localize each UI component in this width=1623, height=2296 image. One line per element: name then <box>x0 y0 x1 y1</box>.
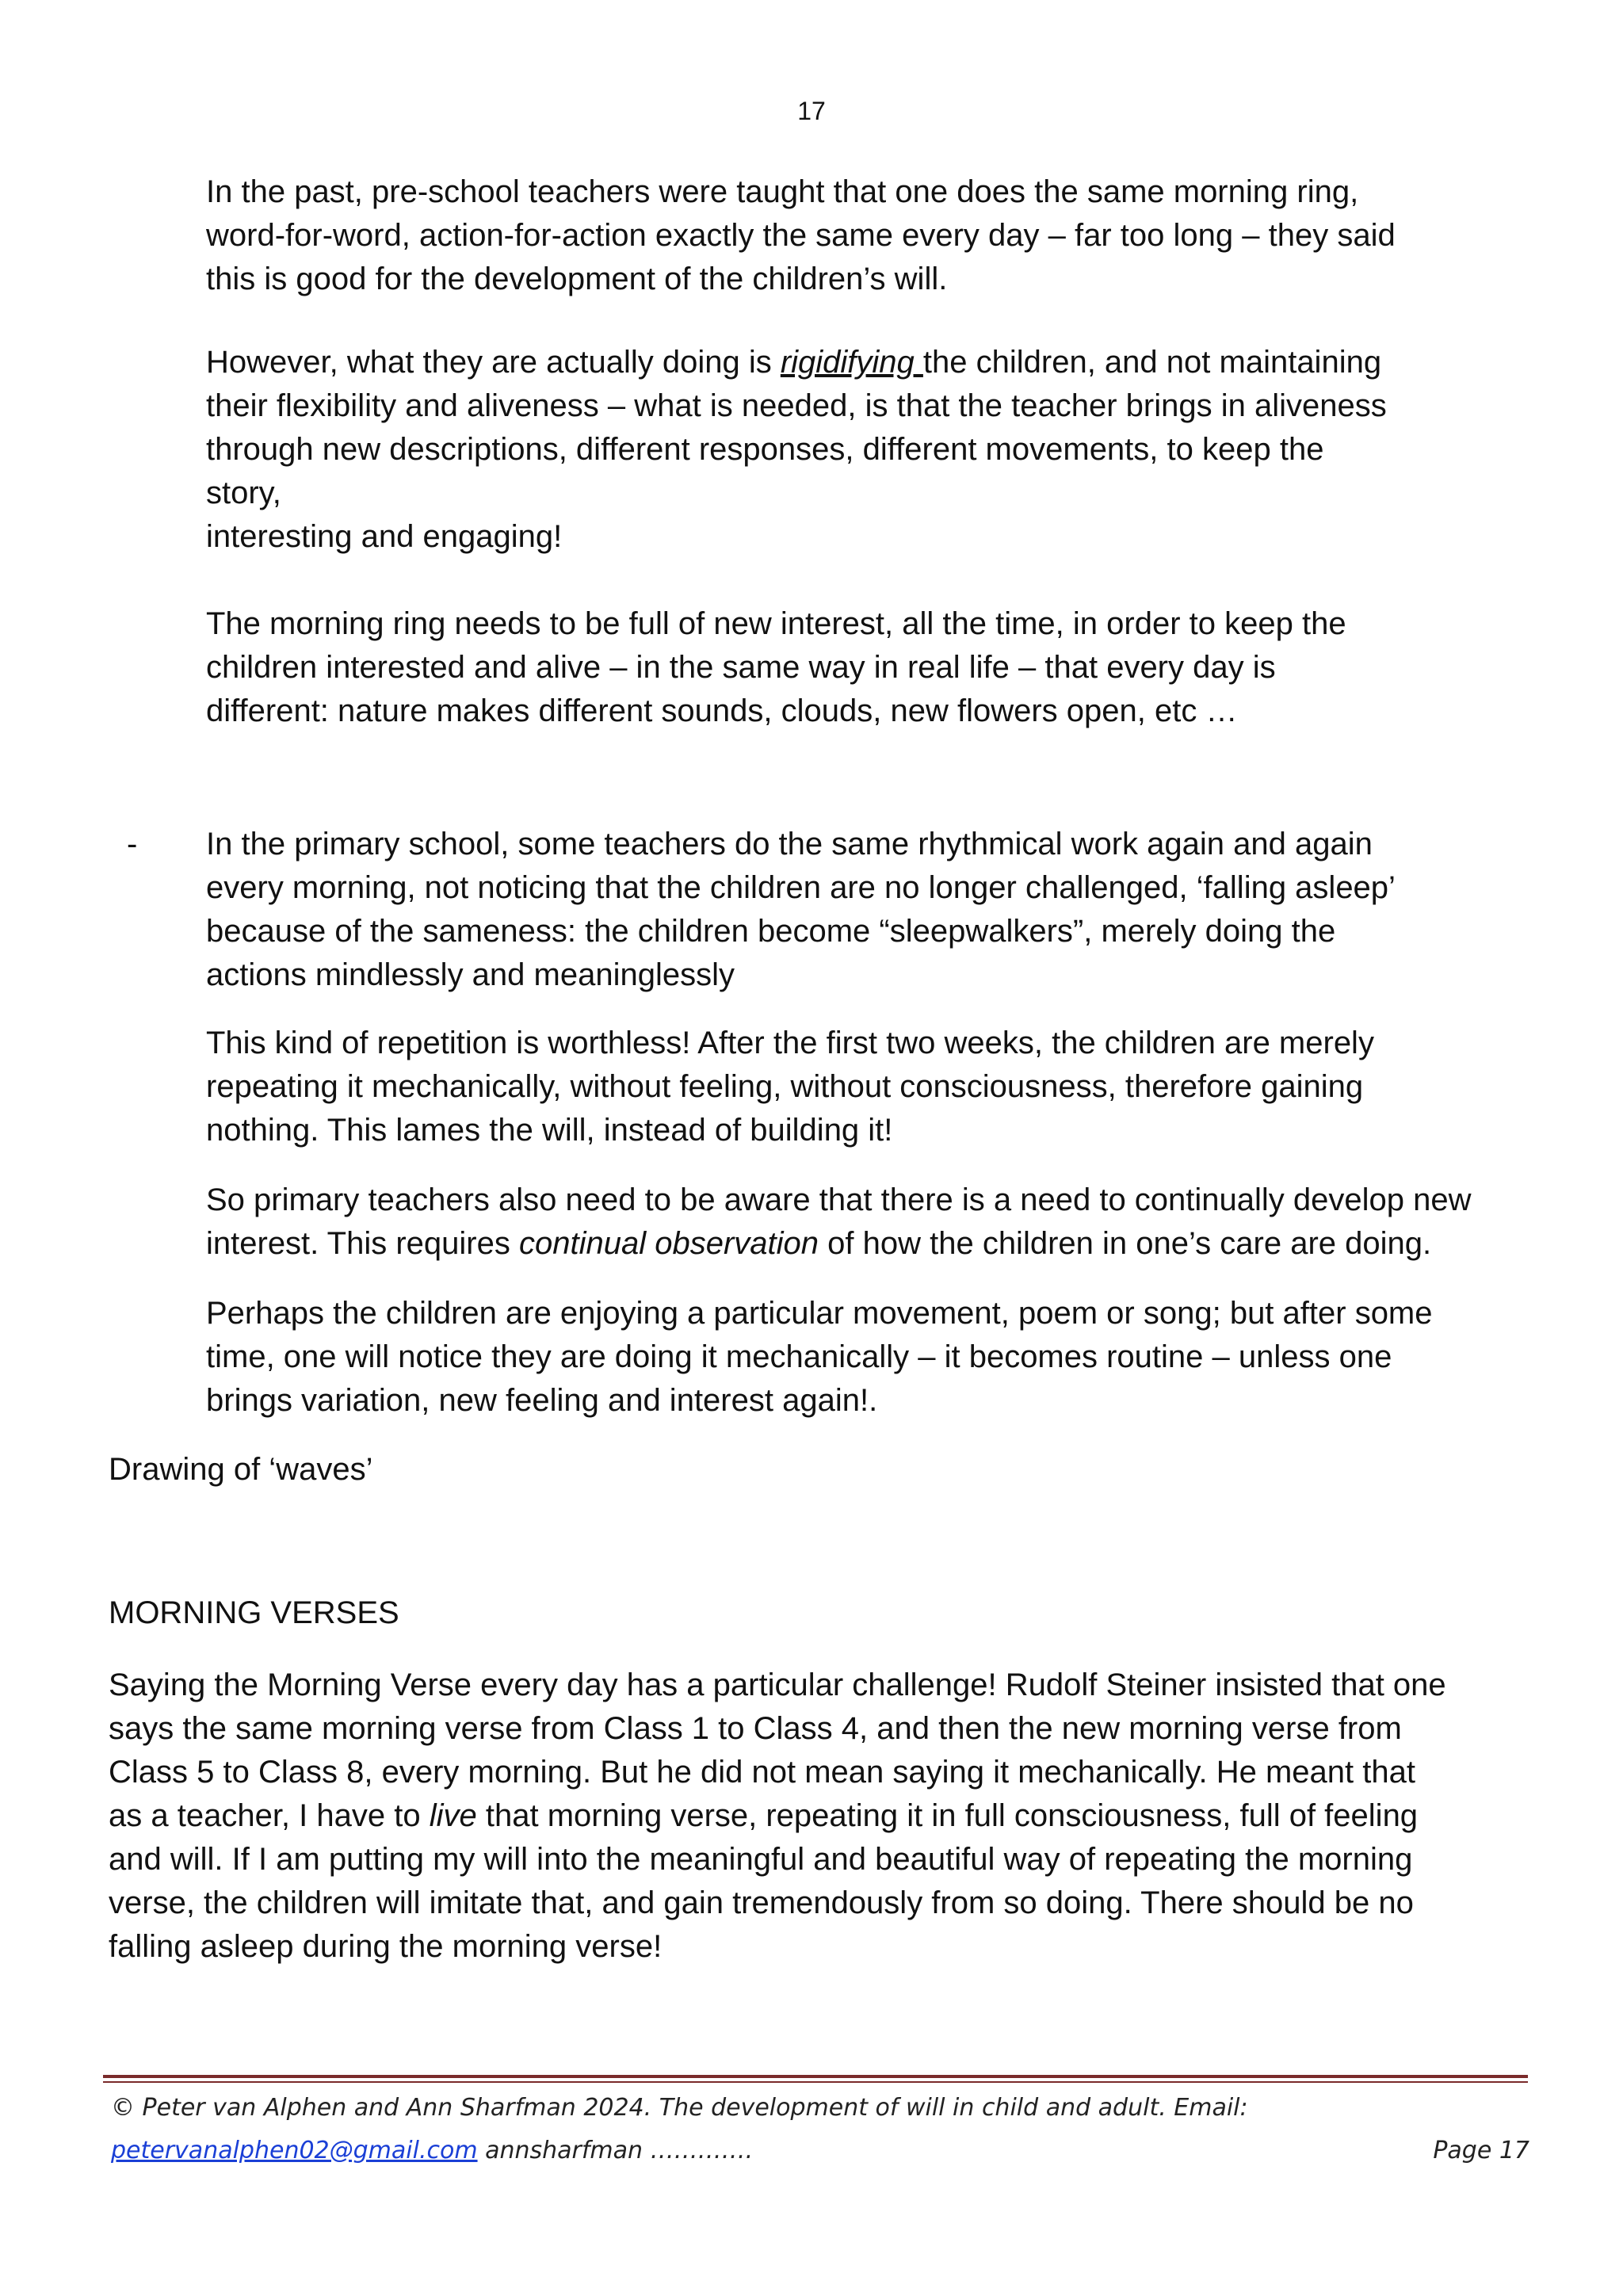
footer-contact-line <box>111 2135 1529 2167</box>
text-line: children interested and alive – in the same way in real life – that every day is <box>206 650 1276 685</box>
text-line: actions mindlessly and meaninglessly <box>206 957 735 992</box>
text-line: The morning ring needs to be full of new interest, all the time, in order to keep the <box>206 606 1346 641</box>
text-line: In the past, pre-school teachers were taught that one does the same morning ring, <box>206 174 1359 209</box>
text-line: different: nature makes different sounds, clouds, new flowers open, etc … <box>206 693 1238 728</box>
text-line: repeating it mechanically, without feeling, without consciousness, therefore gaining <box>206 1069 1364 1104</box>
text-run: that morning verse, repeating it in full consciousness, full of feeling <box>476 1798 1419 1833</box>
text-line: word-for-word, action-for-action exactly the same every day – far too long – they said <box>206 218 1396 253</box>
text-line: brings variation, new feeling and interest again!. <box>206 1383 878 1418</box>
paragraph-morning-verse <box>109 1664 1535 1969</box>
text-run: However, what they are actually doing is <box>206 345 781 380</box>
text-line: This kind of repetition is worthless! After the first two weeks, the children are merely <box>206 1026 1374 1060</box>
emphasis-rigidifying: rigidifying <box>780 345 923 380</box>
footer-rule-thick <box>103 2075 1528 2078</box>
text-run: as a teacher, I have to <box>109 1798 430 1833</box>
emphasis-continual-observation: continual observation <box>518 1226 819 1261</box>
section-heading-morning-verses: MORNING VERSES <box>109 1595 399 1630</box>
drawing-note: Drawing of ‘waves’ <box>109 1452 373 1487</box>
text-line: Saying the Morning Verse every day has a particular challenge! Rudolf Steiner insisted that one <box>109 1668 1446 1702</box>
text-line: every morning, not noticing that the children are no longer challenged, ‘falling asleep’ <box>206 870 1396 905</box>
footer-copyright: © Peter van Alphen and Ann Sharfman 2024. The development of will in child and adult. Email: <box>111 2094 1248 2122</box>
text-line: Perhaps the children are enjoying a particular movement, poem or song; but after some <box>206 1296 1433 1331</box>
paragraph-primary-school <box>206 823 1553 997</box>
text-line: In the primary school, some teachers do the same rhythmical work again and again <box>206 827 1373 861</box>
text-line: nothing. This lames the will, instead of building it! <box>206 1113 893 1148</box>
text-run: the children, and not maintaining <box>922 345 1382 380</box>
text-run: interest. This requires <box>206 1226 519 1261</box>
text-run: of how the children in one’s care are doing. <box>819 1226 1432 1261</box>
emphasis-live: live <box>429 1798 477 1833</box>
footer-rule-thin <box>103 2081 1528 2083</box>
text-line: through new descriptions, different responses, different movements, to keep the <box>206 432 1324 467</box>
text-line: verse, the children will imitate that, and gain tremendously from so doing. There should be no <box>109 1885 1414 1920</box>
text-line: story, <box>206 476 281 510</box>
paragraph-variation <box>206 1292 1553 1423</box>
text-line <box>206 341 1553 384</box>
text-line <box>109 1794 1535 1838</box>
text-line: interesting and engaging! <box>206 519 563 554</box>
footer-author-handle: annsharfman …………. <box>477 2137 754 2164</box>
paragraph-preschool-past <box>206 170 1553 301</box>
footer-page-label: Page 17 <box>1433 2137 1529 2164</box>
text-line: So primary teachers also need to be aware that there is a need to continually develop new <box>206 1182 1472 1217</box>
text-line: says the same morning verse from Class 1 to Class 4, and then the new morning verse from <box>109 1711 1402 1746</box>
text-line <box>206 1222 1617 1266</box>
text-line: their flexibility and aliveness – what is needed, is that the teacher brings in aliveness <box>206 388 1387 423</box>
text-line: time, one will notice they are doing it mechanically – it becomes routine – unless one <box>206 1339 1392 1374</box>
text-line: Class 5 to Class 8, every morning. But he did not mean saying it mechanically. He meant that <box>109 1755 1415 1790</box>
text-line: because of the sameness: the children become “sleepwalkers”, merely doing the <box>206 914 1336 949</box>
paragraph-repetition-worthless <box>206 1022 1553 1152</box>
paragraph-morning-ring <box>206 602 1553 733</box>
email-link[interactable]: petervanalphen02@gmail.com <box>111 2137 478 2164</box>
text-line: falling asleep during the morning verse! <box>109 1929 663 1964</box>
text-line: and will. If I am putting my will into the meaningful and beautiful way of repeating the morning <box>109 1842 1413 1877</box>
page-number-top: 17 <box>797 97 826 125</box>
text-line: this is good for the development of the children’s will. <box>206 262 948 296</box>
bullet-dash: - <box>127 827 138 861</box>
paragraph-continual-observation <box>206 1179 1617 1266</box>
paragraph-rigidifying <box>206 341 1553 559</box>
